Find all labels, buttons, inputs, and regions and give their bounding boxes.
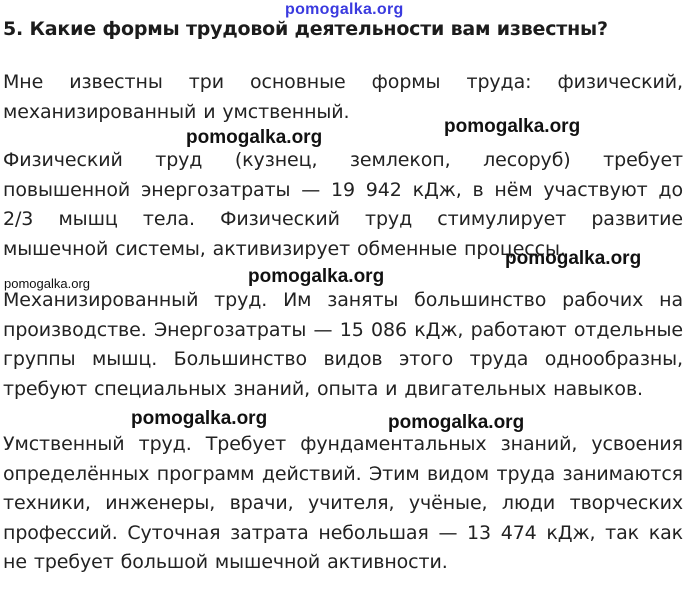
answer-paragraph-mechanized-labor: Механизированный труд. Им заняты большинство рабочих на производстве. Энергозатраты — 15 086 кДж, работают отдельные группы мышц. Большинство видов этого труда однообразны, требуют специальных знаний, опыта и двигательных навыков. xyxy=(3,289,683,400)
answer-paragraph-mental-labor: Умственный труд. Требует фундаментальных знаний, усвоения определённых программ действий. Этим видом труда занимаются техники, инженеры, врачи, учителя, учёные, люди творческих профессий. Суточная затрата небольшая — 13 474 кДж, так как не требует большой мышечной активности. xyxy=(3,433,683,573)
watermark: pomogalka.org xyxy=(4,276,90,291)
watermark: pomogalka.org xyxy=(248,266,385,287)
watermark: pomogalka.org xyxy=(186,127,323,148)
watermark: pomogalka.org xyxy=(444,116,581,137)
watermark: pomogalka.org xyxy=(505,248,642,269)
watermark: pomogalka.org xyxy=(131,408,268,429)
question-title: 5. Какие формы трудовой деятельности вам известны? xyxy=(3,18,608,40)
watermark: pomogalka.org xyxy=(388,412,525,433)
watermark-top: pomogalka.org xyxy=(285,1,404,18)
answer-paragraph-physical-labor: Физический труд (кузнец, землекоп, лесоруб) требует повышенной энергозатраты — 19 942 кДж, в нём участвуют до 2/3 мышц тела. Физический труд стимулирует развитие мышечной системы, активизирует обменные процессы. xyxy=(3,149,683,260)
answer-paragraph-intro: Мне известны три основные формы труда: физический, механизированный и умственный. xyxy=(3,71,683,123)
